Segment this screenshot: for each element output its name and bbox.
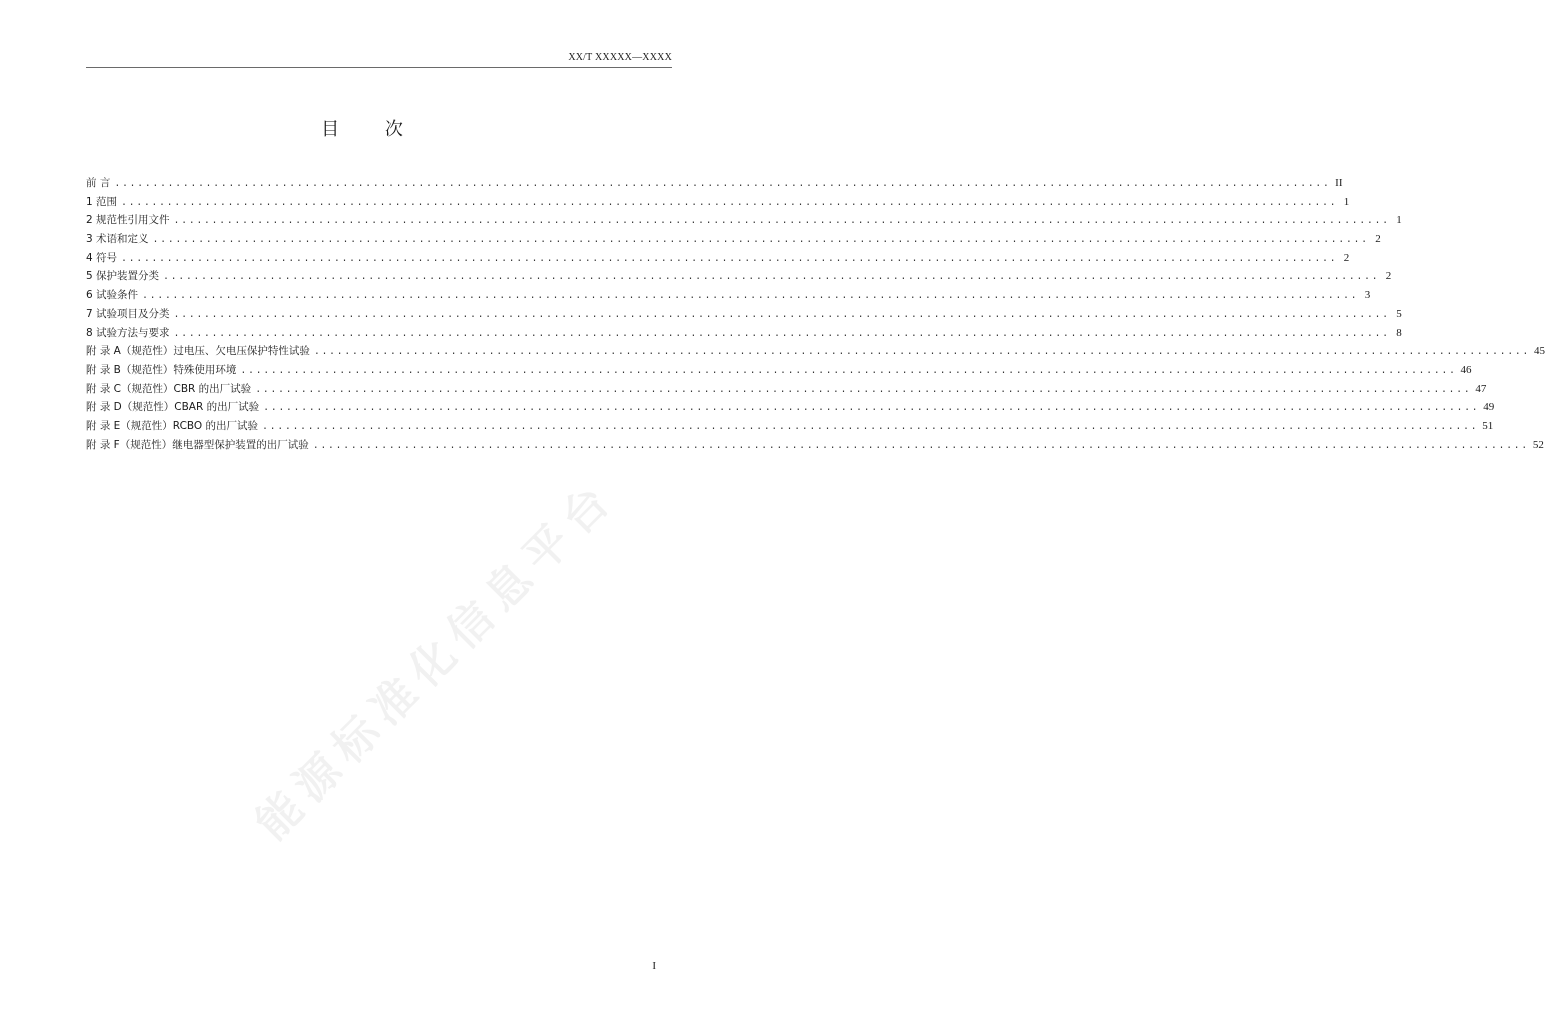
toc-entry-page: 2 (1375, 233, 1381, 246)
toc-entry-page: II (1335, 177, 1343, 189)
toc-entry-page: 8 (1396, 326, 1402, 339)
toc-leader-dots: ................................................................................................................................................................ (121, 197, 1338, 209)
toc-entry[interactable] (86, 230, 1381, 249)
toc-entry-label: 前 言 (86, 177, 111, 189)
toc-entry-page: 3 (1364, 289, 1371, 302)
toc-leader-dots: ................................................................................................................................................................ (240, 365, 1457, 377)
toc-entry-page: 45 (1534, 345, 1545, 358)
toc-leader-dots: ................................................................................................................................................................ (121, 253, 1338, 265)
toc-entry[interactable] (86, 417, 1494, 436)
toc-entry[interactable] (86, 342, 1545, 361)
toc-entry-label: 附 录 B（规范性）特殊使用环境 (86, 363, 237, 376)
toc-entry-label: 1 范围 (86, 195, 118, 208)
toc-entry[interactable] (86, 361, 1472, 380)
toc-leader-dots: ................................................................................................................................................................ (173, 328, 1390, 340)
toc-leader-dots: ................................................................................................................................................................ (152, 235, 1369, 247)
toc-title: 目 次 (321, 119, 423, 140)
toc-entry[interactable] (86, 249, 1350, 268)
toc-entry-label: 4 符号 (86, 251, 118, 264)
toc-entry[interactable] (86, 380, 1487, 399)
toc-entry-label: 附 录 D（规范性）CBAR 的出厂试验 (86, 401, 260, 414)
document-code: XX/T XXXXX—XXXX (568, 52, 672, 63)
toc-entry-page: 46 (1460, 363, 1472, 376)
toc-entry-page: 1 (1343, 195, 1350, 208)
toc-leader-dots: ................................................................................................................................................................ (142, 291, 1359, 303)
toc-entry-label: 3 术语和定义 (86, 233, 149, 246)
toc-entry-page: 1 (1396, 214, 1402, 227)
toc-entry[interactable] (86, 267, 1392, 286)
toc-entry-page: 2 (1385, 270, 1392, 283)
toc-entry[interactable] (86, 211, 1402, 230)
toc-entry[interactable] (86, 286, 1371, 305)
toc-entry[interactable] (86, 305, 1402, 324)
toc-entry-page: 5 (1396, 307, 1402, 320)
toc-entry-label: 附 录 F（规范性）继电器型保护装置的出厂试验 (86, 438, 309, 451)
toc-entry[interactable] (86, 324, 1402, 343)
toc-leader-dots: ................................................................................................................................................................ (263, 403, 1480, 415)
table-of-contents (86, 174, 1545, 454)
toc-entry-label: 8 试验方法与要求 (86, 326, 170, 339)
toc-leader-dots: ................................................................................................................................................................ (163, 272, 1380, 284)
toc-entry[interactable] (86, 193, 1350, 212)
toc-entry-label: 5 保护装置分类 (86, 270, 160, 283)
toc-leader-dots: ................................................................................................................................................................ (312, 440, 1529, 452)
toc-leader-dots: ................................................................................................................................................................ (114, 179, 1331, 190)
toc-entry-label: 7 试验项目及分类 (86, 307, 170, 320)
toc-leader-dots: ................................................................................................................................................................ (313, 347, 1531, 359)
toc-entry-page: 2 (1343, 251, 1350, 264)
toc-leader-dots: ................................................................................................................................................................ (262, 421, 1479, 433)
toc-entry[interactable] (86, 398, 1495, 417)
toc-entry[interactable] (86, 174, 1343, 193)
toc-entry-label: 2 规范性引用文件 (86, 214, 170, 227)
watermark: 能源标准化信息平台 (246, 470, 627, 851)
header-divider (86, 67, 672, 68)
toc-leader-dots: ................................................................................................................................................................ (255, 384, 1472, 396)
toc-entry-page: 49 (1483, 401, 1495, 414)
toc-entry-label: 6 试验条件 (86, 289, 139, 302)
toc-leader-dots: ................................................................................................................................................................ (173, 309, 1390, 321)
toc-entry-page: 51 (1482, 419, 1494, 432)
toc-entry-label: 附 录 A（规范性）过电压、欠电压保护特性试验 (86, 345, 310, 358)
toc-entry-label: 附 录 E（规范性）RCBO 的出厂试验 (86, 419, 259, 432)
toc-leader-dots: ................................................................................................................................................................ (173, 216, 1390, 228)
toc-entry-page: 52 (1532, 438, 1544, 451)
page-number: I (652, 960, 656, 972)
toc-entry[interactable] (86, 436, 1544, 455)
toc-entry-page: 47 (1475, 382, 1487, 395)
toc-entry-label: 附 录 C（规范性）CBR 的出厂试验 (86, 382, 252, 395)
